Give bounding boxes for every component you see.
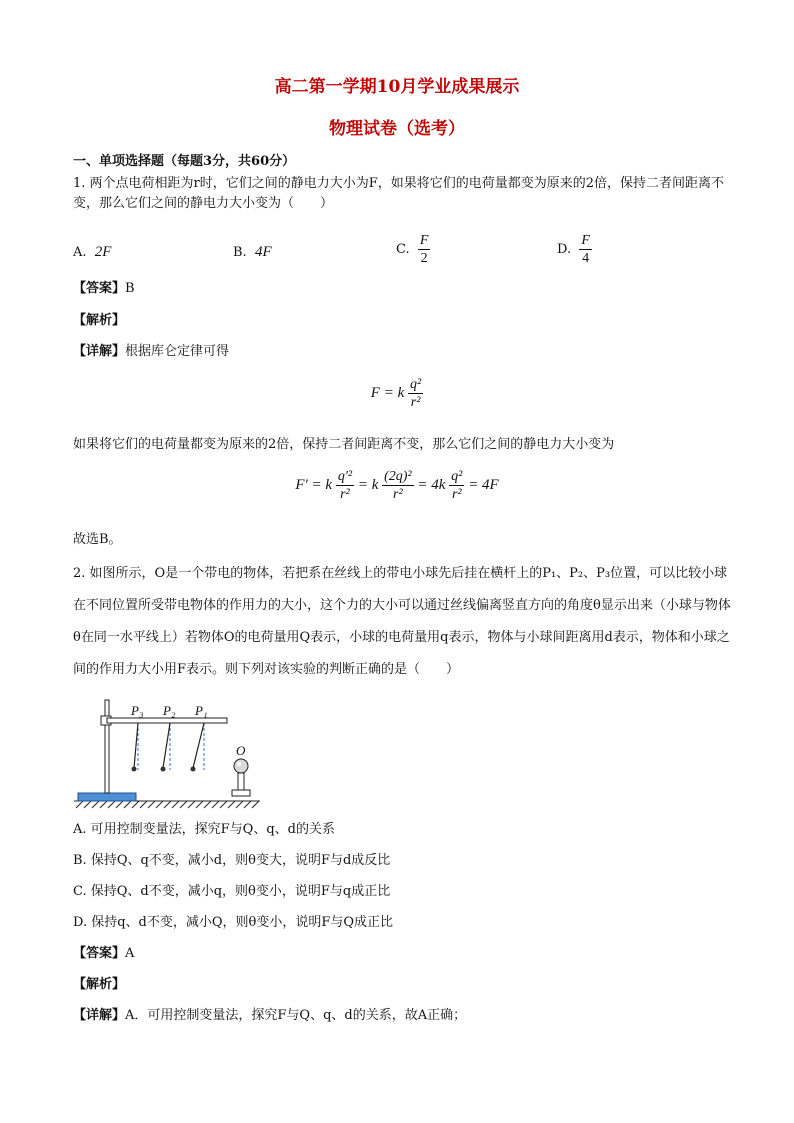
q1-formula-coulomb: F = k $\frac{\text{q²}}{\text{r²}}$ — [370, 377, 422, 410]
q2-apparatus-figure — [74, 698, 264, 810]
small-balls — [132, 767, 196, 772]
label-o: O — [236, 743, 246, 758]
q2-answer: 【答案】A — [73, 946, 135, 961]
q1-detail: 【详解】根据库仑定律可得 — [73, 344, 230, 359]
q1-option-b: B. 4F — [233, 244, 272, 260]
q1-option-a: A. 2F — [73, 244, 112, 260]
q2-stem: 2. 如图所示，O是一个带电的物体，若把系在丝线上的带电小球先后挂在横杆上的P₁、P₂、P₃位置，可以比较小球在不同位置所受带电物体的作用力的大小，这个力的大小可以通过丝线偏离竖直方向的角度θ显示出来（小球与物体θ在同一水平线上）若物体O的电荷量用Q表示，小球的电荷量用q表示，物体与小球间距离用d表示，物体和小球之间的作用力大小用F表示。则下列对该实验的判断正确的是（ ） — [73, 566, 731, 677]
stand-base — [78, 793, 136, 801]
q1-line2: 如果将它们的电荷量都变为原来的2倍，保持二者间距离不变，那么它们之间的静电力大小变为 — [73, 437, 615, 452]
q2-option-b: B. 保持Q、q不变，减小d，则θ变大，说明F与d成反比 — [73, 853, 391, 868]
label-p1: P₁ — [195, 703, 208, 718]
q1-formula-result: F′ = k $\frac{\text{q′²}}{\text{r²}}$ = k $\frac{\text{(2q)²}}{\text{r²}}$ = 4k $\frac{\text{q²}}{\text{r²}}$ = 4F — [295, 469, 499, 502]
q2-option-d: D. 保持q、d不变，减小Q，则θ变小，说明F与Q成正比 — [73, 915, 394, 930]
q1-option-d: D. $\frac{F}{4}$ — [557, 233, 590, 266]
ground-hatch — [74, 801, 260, 808]
page-subtitle: 物理试卷（选考） — [329, 119, 465, 139]
crossbar — [107, 718, 227, 723]
q1-conclusion: 故选B。 — [73, 532, 122, 547]
q1-answer: 【答案】B — [73, 281, 135, 296]
q2-option-a: A. 可用控制变量法，探究F与Q、q、d的关系 — [73, 822, 335, 837]
label-p2: P₂ — [163, 703, 176, 718]
q1-option-c: C. $\frac{F}{2}$ — [396, 233, 429, 266]
label-p3: P₃ — [131, 703, 144, 718]
threads — [134, 723, 204, 768]
section-heading: 一、单项选择题（每题3分，共60分） — [73, 154, 296, 169]
stand-pole — [105, 700, 109, 793]
page-title: 高二第一学期10月学业成果展示 — [274, 77, 520, 97]
q1-analysis-label: 【解析】 — [73, 313, 126, 328]
q2-option-c: C. 保持Q、d不变，减小q，则θ变小，说明F与q成正比 — [73, 884, 391, 899]
charged-object-o — [232, 759, 250, 796]
q2-analysis-label: 【解析】 — [73, 977, 126, 992]
q1-stem: 1. 两个点电荷相距为r时，它们之间的静电力大小为F，如果将它们的电荷量都变为原来的2倍，保持二者间距离不变，那么它们之间的静电力大小变为（ ） — [73, 176, 725, 211]
q2-detail: 【详解】A．可用控制变量法，探究F与Q、q、d的关系，故A正确； — [73, 1008, 467, 1023]
